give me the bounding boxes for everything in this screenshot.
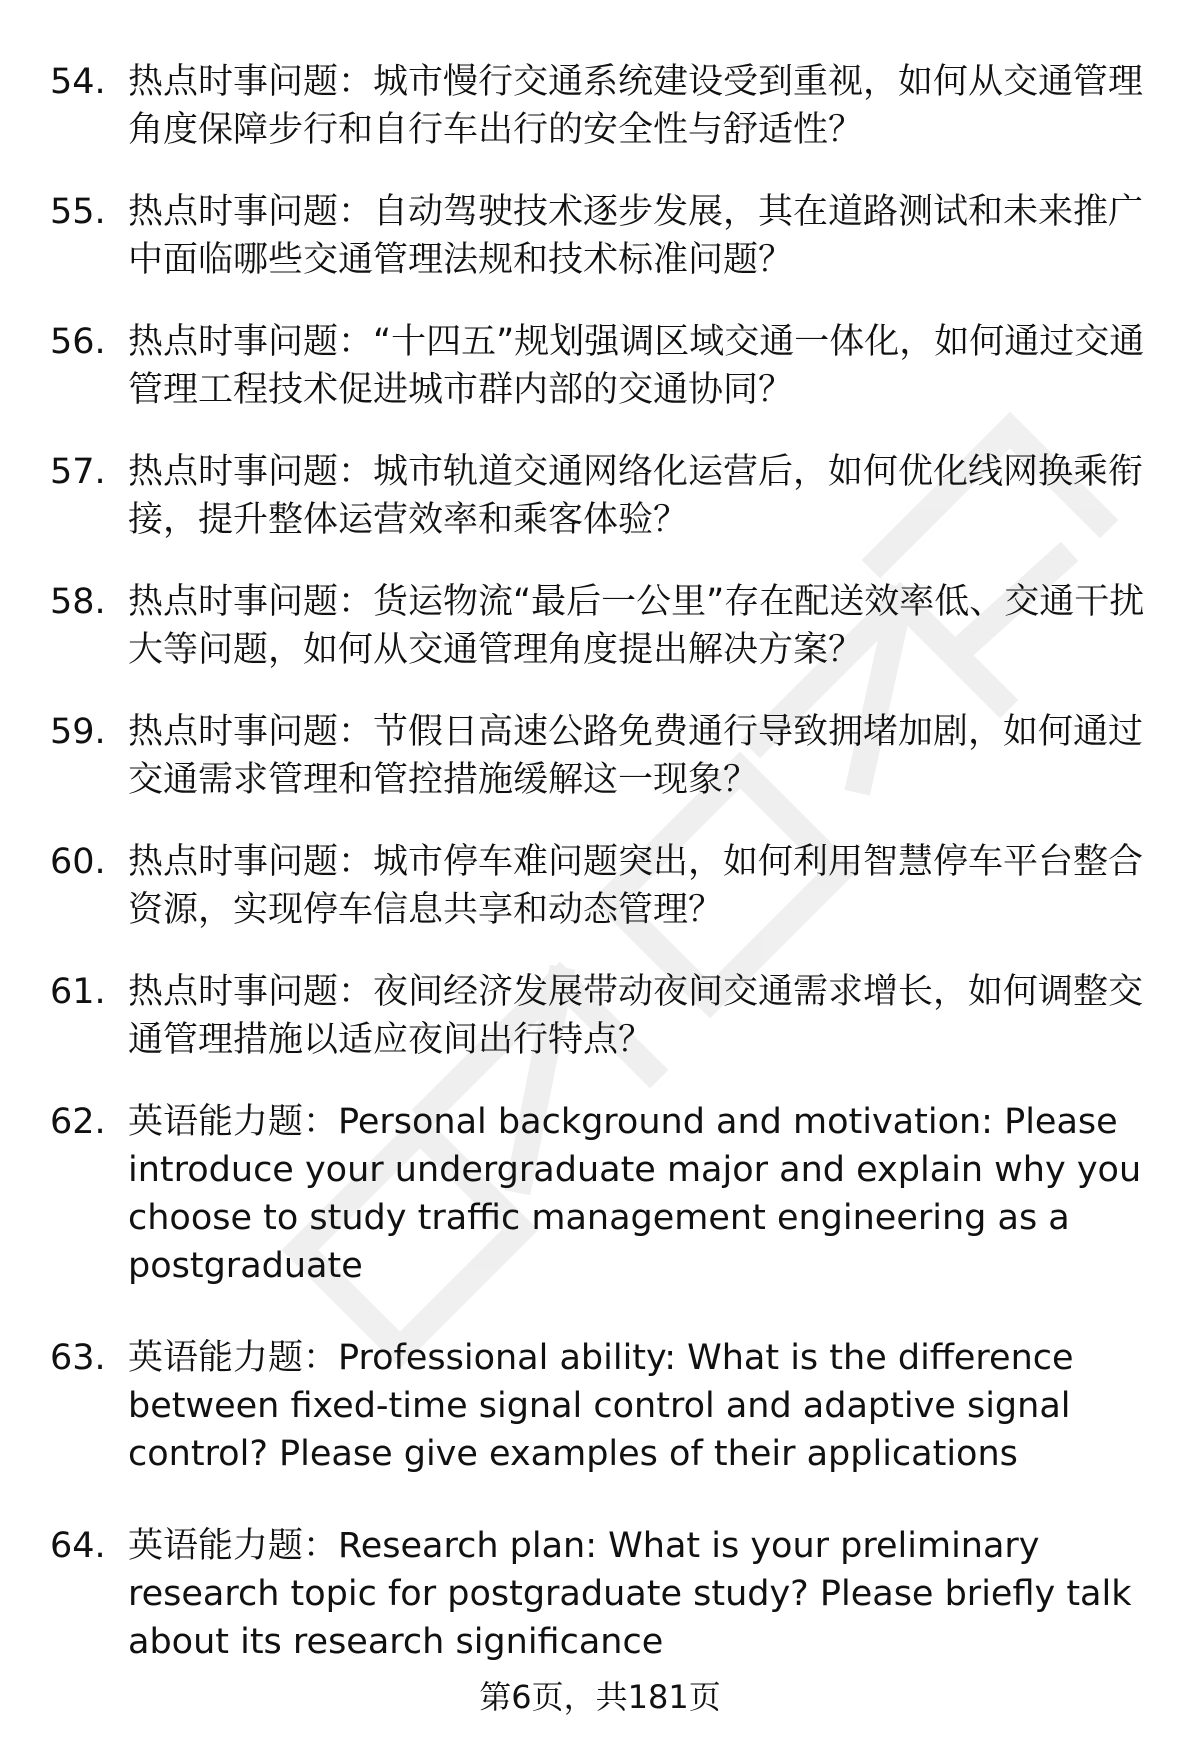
- question-item-60: [50, 838, 1150, 934]
- question-list: [50, 58, 1150, 1710]
- question-number: 58.: [50, 582, 106, 622]
- question-text: 热点时事问题：夜间经济发展带动夜间交通需求增长，如何调整交通管理措施以适应夜间出行特点？: [128, 972, 1144, 1060]
- question-number: 61.: [50, 972, 106, 1012]
- question-item-63: [50, 1334, 1150, 1478]
- question-item-54: [50, 58, 1150, 154]
- question-number: 64.: [50, 1526, 106, 1566]
- question-text: 英语能力题：Personal background and motivation: Please introduce your undergraduate major and explain why you choose to study traffic management engineering as a postgraduate: [128, 1102, 1142, 1286]
- question-text: 英语能力题：Professional ability: What is the difference between fixed-time signal control and adaptive signal control? Please give examples of their applications: [128, 1338, 1074, 1474]
- question-number: 55.: [50, 192, 106, 232]
- question-text: 热点时事问题：城市停车难问题突出，如何利用智慧停车平台整合资源，实现停车信息共享和动态管理？: [128, 842, 1144, 930]
- question-number: 57.: [50, 452, 106, 492]
- question-text: 热点时事问题：城市轨道交通网络化运营后，如何优化线网换乘衔接，提升整体运营效率和乘客体验？: [128, 452, 1144, 540]
- question-number: 54.: [50, 62, 106, 102]
- question-number: 56.: [50, 322, 106, 362]
- question-text: 热点时事问题：城市慢行交通系统建设受到重视，如何从交通管理角度保障步行和自行车出行的安全性与舒适性？: [128, 62, 1144, 150]
- question-text: 英语能力题：Research plan: What is your preliminary research topic for postgraduate study? Please briefly talk about its research significance: [128, 1526, 1132, 1662]
- question-text: 热点时事问题：节假日高速公路免费通行导致拥堵加剧，如何通过交通需求管理和管控措施缓解这一现象？: [128, 712, 1144, 800]
- question-text: 热点时事问题：自动驾驶技术逐步发展，其在道路测试和未来推广中面临哪些交通管理法规和技术标准问题？: [128, 192, 1144, 280]
- question-item-61: [50, 968, 1150, 1064]
- question-text: 热点时事问题：货运物流“最后一公里”存在配送效率低、交通干扰大等问题，如何从交通管理角度提出解决方案？: [128, 582, 1145, 670]
- question-number: 59.: [50, 712, 106, 752]
- question-item-57: [50, 448, 1150, 544]
- question-item-55: [50, 188, 1150, 284]
- question-item-56: [50, 318, 1150, 414]
- question-item-64: [50, 1522, 1150, 1666]
- question-item-62: [50, 1098, 1150, 1290]
- page-number-footer: 第6页，共181页: [479, 1678, 721, 1716]
- question-item-59: [50, 708, 1150, 804]
- question-number: 60.: [50, 842, 106, 882]
- question-number: 62.: [50, 1102, 106, 1142]
- question-number: 63.: [50, 1338, 106, 1378]
- question-item-58: [50, 578, 1150, 674]
- question-text: 热点时事问题：“十四五”规划强调区域交通一体化，如何通过交通管理工程技术促进城市群内部的交通协同？: [128, 322, 1145, 410]
